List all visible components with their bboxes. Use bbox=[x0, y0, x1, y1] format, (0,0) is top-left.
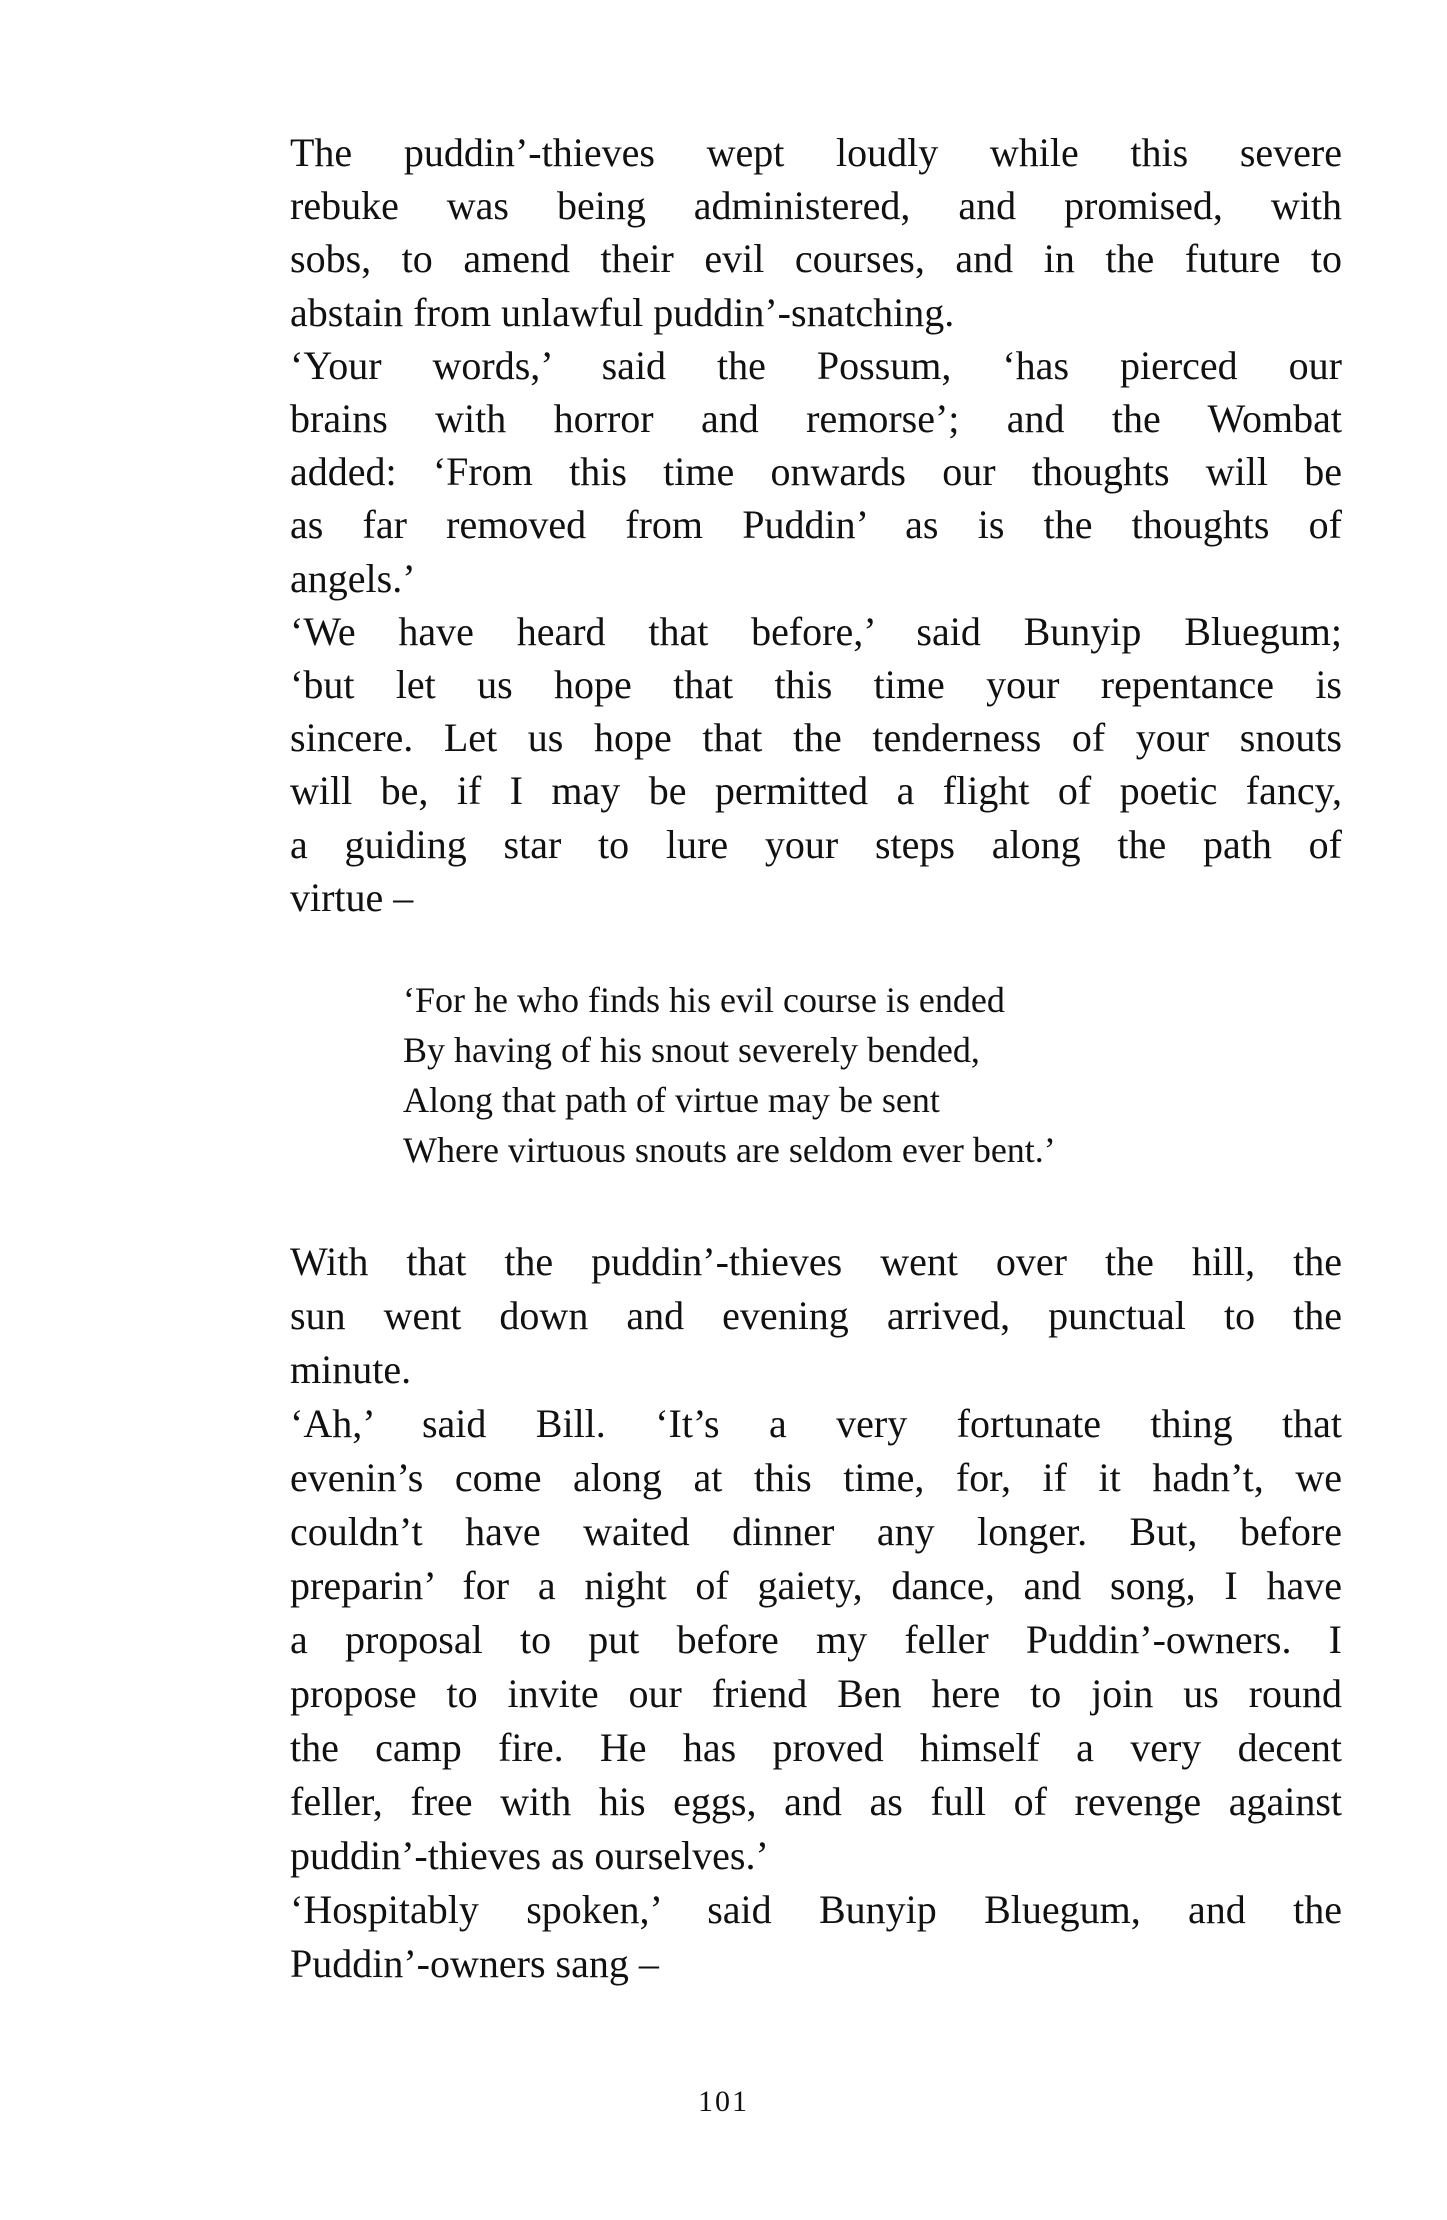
text-line: By having of his snout severely bended, bbox=[403, 1030, 980, 1070]
text-line: ‘For he who finds his evil course is ended bbox=[403, 980, 1005, 1020]
text-line: added: ‘From this time onwards our thoughts will be bbox=[290, 449, 1342, 495]
text-line: as far removed from Puddin’ as is the thoughts of bbox=[290, 502, 1342, 548]
text-line: feller, free with his eggs, and as full of revenge against bbox=[290, 1779, 1342, 1824]
text-line: With that the puddin’-thieves went over the hill, the bbox=[290, 1239, 1342, 1284]
text-line: preparin’ for a night of gaiety, dance, and song, I have bbox=[290, 1563, 1342, 1608]
text-line: sobs, to amend their evil courses, and in the future to bbox=[290, 236, 1342, 282]
text-line: ‘Ah,’ said Bill. ‘It’s a very fortunate thing that bbox=[290, 1401, 1342, 1446]
text-line: rebuke was being administered, and promised, with bbox=[290, 183, 1342, 229]
text-line: brains with horror and remorse’; and the Wombat bbox=[290, 396, 1342, 442]
text-line: virtue – bbox=[290, 874, 414, 920]
page-number: 101 bbox=[698, 2085, 749, 2118]
text-line: a guiding star to lure your steps along the path of bbox=[290, 821, 1342, 867]
text-line: couldn’t have waited dinner any longer. But, before bbox=[290, 1509, 1342, 1554]
text-line: a proposal to put before my feller Puddin’-owners. I bbox=[290, 1617, 1342, 1662]
text-line: sun went down and evening arrived, punctual to the bbox=[290, 1293, 1342, 1338]
text-line: propose to invite our friend Ben here to join us round bbox=[290, 1671, 1342, 1716]
text-line: angels.’ bbox=[290, 555, 416, 601]
text-line: the camp fire. He has proved himself a very decent bbox=[290, 1725, 1342, 1770]
text-line: ‘We have heard that before,’ said Bunyip Bluegum; bbox=[290, 608, 1342, 654]
text-line: The puddin’-thieves wept loudly while this severe bbox=[290, 130, 1342, 175]
text-line: Along that path of virtue may be sent bbox=[403, 1080, 940, 1120]
prose-section-1 bbox=[290, 126, 1342, 924]
prose-section-2 bbox=[290, 1235, 1342, 1991]
verse-stanza bbox=[403, 975, 1303, 1175]
text-line: Where virtuous snouts are seldom ever bent.’ bbox=[403, 1130, 1056, 1170]
text-line: sincere. Let us hope that the tenderness of your snouts bbox=[290, 715, 1342, 761]
text-line: ‘but let us hope that this time your repentance is bbox=[290, 662, 1342, 708]
text-line: puddin’-thieves as ourselves.’ bbox=[290, 1833, 769, 1878]
text-line: Puddin’-owners sang – bbox=[290, 1941, 659, 1986]
text-line: minute. bbox=[290, 1347, 412, 1392]
text-line: ‘Hospitably spoken,’ said Bunyip Bluegum, and the bbox=[290, 1887, 1342, 1932]
text-line: will be, if I may be permitted a flight of poetic fancy, bbox=[290, 768, 1342, 814]
text-line: evenin’s come along at this time, for, if it hadn’t, we bbox=[290, 1455, 1342, 1500]
text-line: ‘Your words,’ said the Possum, ‘has pierced our bbox=[290, 342, 1342, 388]
text-line: abstain from unlawful puddin’-snatching. bbox=[290, 289, 955, 335]
